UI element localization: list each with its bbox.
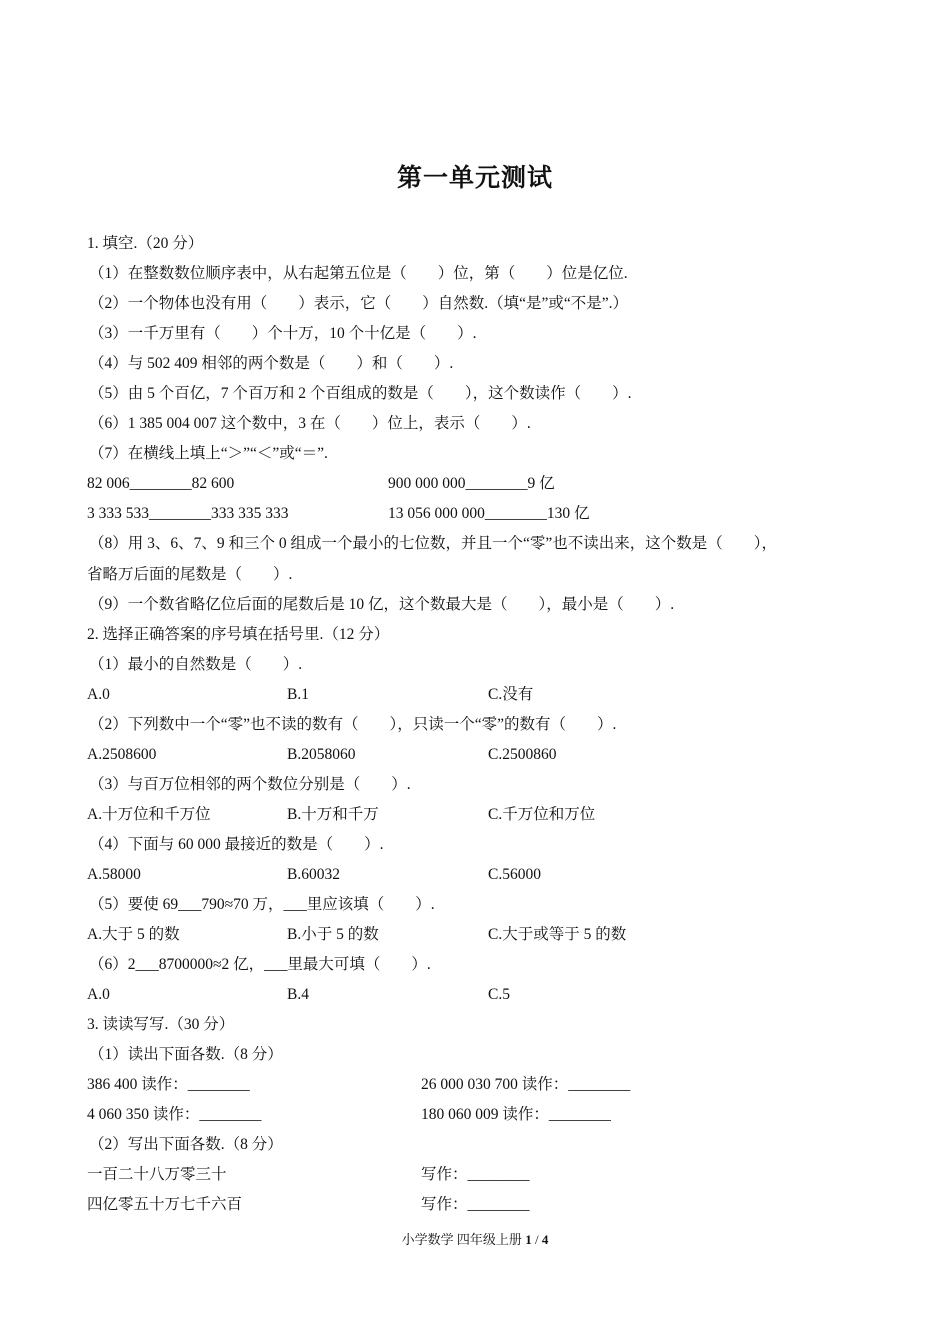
option-c: C.2500860 [488,746,557,763]
question-1-4: （4）与 502 409 相邻的两个数是（ ）和（ ）. [89,355,454,372]
option-c: C.没有 [488,686,534,703]
read-item: 386 400 读作：________ [87,1076,250,1093]
footer-separator: / [531,1232,542,1247]
question-1-3: （3）一千万里有（ ）个十万，10 个十亿是（ ）. [89,325,477,342]
page-total: 4 [541,1232,549,1247]
footer-subject: 小学数学 四年级上册 [401,1232,526,1247]
option-a: A.十万位和千万位 [87,806,211,823]
option-b: B.十万和千万 [287,806,379,823]
write-blank: 写作：________ [421,1196,530,1213]
compare-item: 3 333 533________333 335 333 [87,505,289,522]
question-1-7: （7）在横线上填上“＞”“＜”或“＝”. [89,445,328,462]
question-2-4: （4）下面与 60 000 最接近的数是（ ）. [89,836,384,853]
option-a: A.大于 5 的数 [87,926,180,943]
section-1-heading: 1. 填空.（20 分） [87,235,204,252]
write-number: 四亿零五十万七千六百 [87,1196,243,1213]
option-b: B.2058060 [287,746,356,763]
read-item: 4 060 350 读作：________ [87,1106,262,1123]
option-c: C.千万位和万位 [488,806,596,823]
compare-item: 900 000 000________9 亿 [388,475,555,492]
question-2-2: （2）下列数中一个“零”也不读的数有（ ），只读一个“零”的数有（ ）. [89,716,617,733]
question-1-1: （1）在整数数位顺序表中，从右起第五位是（ ）位，第（ ）位是亿位. [89,265,628,282]
write-blank: 写作：________ [421,1166,530,1183]
section-3-heading: 3. 读读写写.（30 分） [87,1016,235,1033]
option-b: B.1 [287,686,309,703]
page-title: 第一单元测试 [396,165,553,192]
read-item: 180 060 009 读作：________ [421,1106,611,1123]
question-1-9: （9）一个数省略亿位后面的尾数后是 10 亿，这个数最大是（ ），最小是（ ）. [89,596,675,613]
option-c: C.大于或等于 5 的数 [488,926,627,943]
question-3-2: （2）写出下面各数.（8 分） [89,1136,283,1153]
option-a: A.58000 [87,866,141,883]
question-1-2: （2）一个物体也没有用（ ）表示，它（ ）自然数.（填“是”或“不是”.） [89,295,629,312]
question-3-1: （1）读出下面各数.（8 分） [89,1046,283,1063]
option-a: A.0 [87,686,110,703]
question-2-1: （1）最小的自然数是（ ）. [89,656,303,673]
write-number: 一百二十八万零三十 [87,1166,227,1183]
option-c: C.56000 [488,866,541,883]
option-b: B.4 [287,986,309,1003]
compare-item: 82 006________82 600 [87,475,235,492]
option-c: C.5 [488,986,510,1003]
question-2-5: （5）要使 69___790≈70 万，___里应该填（ ）. [89,896,435,913]
option-b: B.60032 [287,866,340,883]
option-a: A.2508600 [87,746,157,763]
compare-item: 13 056 000 000________130 亿 [388,505,590,522]
question-1-5: （5）由 5 个百亿，7 个百万和 2 个百组成的数是（ ），这个数读作（ ）. [89,385,632,402]
page-number: 1 [525,1232,532,1247]
question-1-8-continued: 省略万后面的尾数是（ ）. [87,566,293,583]
option-a: A.0 [87,986,110,1003]
option-b: B.小于 5 的数 [287,926,379,943]
question-1-8: （8）用 3、6、7、9 和三个 0 组成一个最小的七位数，并且一个“零”也不读出来，这个数是（ ）， [89,535,778,552]
page-footer [0,1229,950,1248]
section-2-heading: 2. 选择正确答案的序号填在括号里.（12 分） [87,626,390,643]
question-2-6: （6）2___8700000≈2 亿，___里最大可填（ ）. [89,956,431,973]
question-1-6: （6）1 385 004 007 这个数中，3 在（ ）位上，表示（ ）. [89,415,531,432]
read-item: 26 000 030 700 读作：________ [421,1076,631,1093]
question-2-3: （3）与百万位相邻的两个数位分别是（ ）. [89,776,411,793]
